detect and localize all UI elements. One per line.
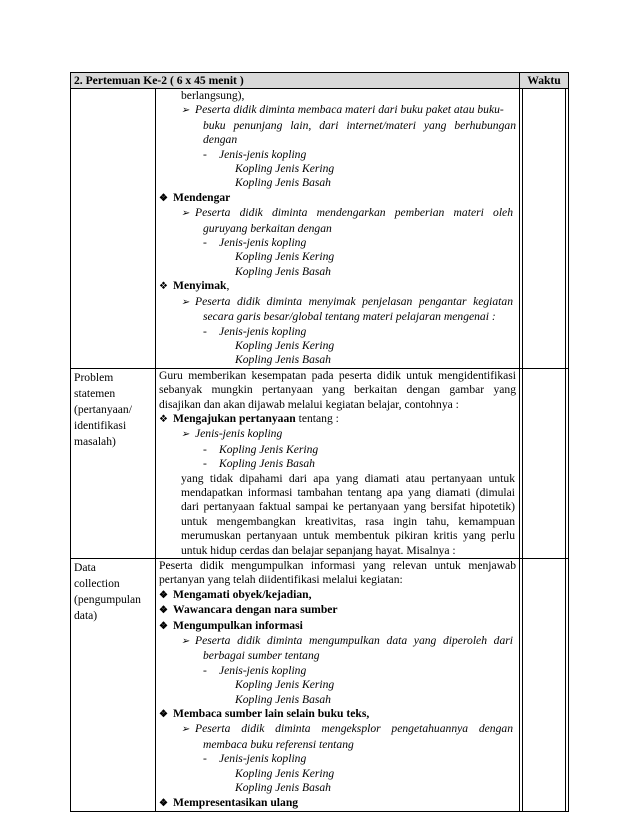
text-line: yang tidak dipahami dari apa yang diamati atau pertanyaan untuk [181,471,515,485]
diamond-bullet-icon: ❖ [159,797,168,809]
waktu-header: Waktu [520,73,569,89]
list-item: ➢ Peserta didik diminta mengumpulkan data yang diperoleh dari [159,634,516,649]
row-label-data-collection: Data collection (pengumpulan data) [71,559,156,812]
waktu-cell [520,559,569,812]
text-line: Kopling Jenis Basah [235,692,331,706]
list-item: - Jenis-jenis kopling [203,663,307,677]
arrow-bullet-icon: ➢ [181,636,190,648]
text-line: Kopling Jenis Basah [235,264,331,278]
list-item: ❖ Wawancara dengan nara sumber [159,603,516,618]
list-item: ❖ Mendengar [159,191,516,206]
list-item: ➢ Peserta didik diminta menyimak penjelasan pengantar kegiatan [159,295,516,310]
text-line: berbagai sumber tentang [203,649,320,663]
diamond-bullet-icon: ❖ [159,192,168,204]
text-line: Kopling Jenis Kering [235,250,335,264]
table-row-problem-statement [71,368,569,558]
diamond-bullet-icon: ❖ [159,709,168,721]
text-line: Peserta didik mengumpulkan informasi yang relevan untuk menjawab [159,559,516,572]
arrow-bullet-icon: ➢ [181,208,190,220]
text-line: Kopling Jenis Kering [235,338,335,352]
waktu-cell [520,89,569,369]
text-line: Kopling Jenis Kering [235,678,335,692]
text-line: pertanyan yang telah diidentifikasi melalui kegiatan: [159,573,403,587]
list-item: ➢ Peserta didik diminta membaca materi dari buku paket atau buku- [159,103,516,118]
list-item: ❖ Mempresentasikan ulang [159,796,516,811]
arrow-bullet-icon: ➢ [181,724,190,736]
text-line: Kopling Jenis Kering [235,162,335,176]
text-line: dengan [203,133,238,147]
lesson-table [70,72,569,812]
list-item: - Jenis-jenis kopling [203,236,307,250]
text-line: Guru memberikan kesempatan pada peserta didik untuk mengidentifikasi [159,368,516,382]
row-content [156,368,520,558]
list-item: - Jenis-jenis kopling [203,147,307,161]
arrow-bullet-icon: ➢ [181,296,190,308]
list-item: - Jenis-jenis kopling [203,324,307,338]
text-line: Kopling Jenis Kering [235,766,335,780]
text-line: merumuskan pertanyaan untuk membentuk pikiran kritis yang perlu [181,529,515,543]
arrow-bullet-icon: ➢ [181,429,190,441]
text-line: untuk mengembangkan kreativitas, rasa ingin tahu, kemampuan [181,514,515,528]
diamond-bullet-icon: ❖ [159,413,168,425]
diamond-bullet-icon: ❖ [159,589,168,601]
list-item: ❖ Menyimak, [159,279,516,294]
diamond-bullet-icon: ❖ [159,281,168,293]
document-page [70,72,568,812]
list-item: - Kopling Jenis Kering [203,442,319,456]
table-row-continuation [71,89,569,369]
text-line: Kopling Jenis Basah [235,353,331,367]
list-item: ➢ Peserta didik diminta mendengarkan pemberian materi oleh [159,206,516,221]
list-item: - Kopling Jenis Basah [203,457,315,471]
row-label-problem: Problem statemen (pertanyaan/ identifikasi masalah) [71,368,156,558]
row-content [156,559,520,812]
text-line: secara garis besar/global tentang materi pelajaran mengenai : [203,310,496,324]
text-line: Kopling Jenis Basah [235,176,331,190]
meeting-title: 2. Pertemuan Ke-2 ( 6 x 45 menit ) [71,73,520,89]
diamond-bullet-icon: ❖ [159,605,168,617]
text-line: guruyang berkaitan dengan [203,221,332,235]
list-item: ➢ Jenis-jenis kopling [159,427,516,442]
list-item: ❖ Mengajukan pertanyaan tentang : [159,412,516,427]
text-line: mendapatkan informasi tambahan tentang apa yang diamati (dimulai [181,485,515,499]
text-line: Kopling Jenis Basah [235,781,331,795]
table-header-row [71,73,569,89]
text-line: sebanyak mungkin pertanyaan yang berkaitan dengan gambar yang [159,383,516,397]
waktu-cell [520,368,569,558]
text-line: berlangsung), [181,89,245,102]
list-item: ❖ Membaca sumber lain selain buku teks, [159,707,516,722]
list-item: - Jenis-jenis kopling [203,752,307,766]
text-line: untuk hidup cerdas dan belajar sepanjang hayat. Misalnya : [181,543,456,557]
text-line: dari pertanyaan faktual sampai ke pertanyaan yang bersifat hipotetik) [181,500,515,514]
text-line: membaca buku referensi tentang [203,737,354,751]
list-item: ❖ Mengamati obyek/kejadian, [159,588,516,603]
list-item: ❖ Mengumpulkan informasi [159,619,516,634]
text-line: disajikan dan akan dijawab melalui kegiatan belajar, contohnya : [159,397,459,411]
row-label-empty [71,89,156,369]
table-row-data-collection [71,559,569,812]
diamond-bullet-icon: ❖ [159,620,168,632]
text-line: buku penunjang lain, dari internet/materi yang berhubungan [203,118,516,132]
arrow-bullet-icon: ➢ [181,105,190,117]
row-content [156,89,520,369]
list-item: ➢ Peserta didik diminta mengeksplor pengetahuannya dengan [159,722,516,737]
